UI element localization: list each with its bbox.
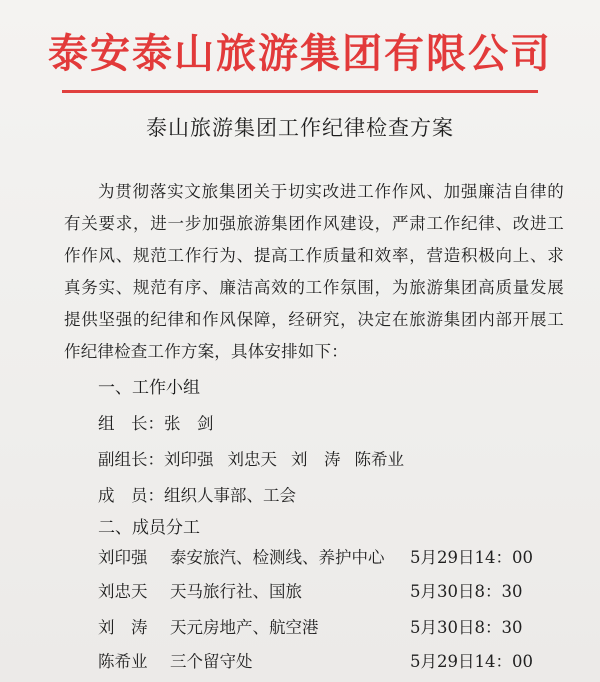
organization-name-header: 泰安泰山旅游集团有限公司 xyxy=(48,30,552,77)
assignment-name: 刘印强 xyxy=(98,548,148,567)
deputy-leader-name: 刘印强 xyxy=(164,450,214,469)
assignment-duty: 泰安旅汽、检测线、养护中心 xyxy=(170,548,385,567)
assignment-row xyxy=(98,544,558,572)
assignment-time: 5月29日14：00 xyxy=(410,652,533,671)
section-heading-member-duties: 二、成员分工 xyxy=(98,518,200,538)
assignment-duty: 三个留守处 xyxy=(170,652,253,671)
deputy-leaders-line xyxy=(98,446,404,474)
assignment-duty: 天元房地产、航空港 xyxy=(170,618,319,637)
group-leader-name: 张 剑 xyxy=(164,414,214,433)
assignment-row xyxy=(98,578,558,606)
assignment-name: 陈希业 xyxy=(98,652,148,671)
assignment-duty: 天马旅行社、国旅 xyxy=(170,582,302,601)
assignment-time: 5月29日14：00 xyxy=(410,548,533,567)
members-value: 组织人事部、工会 xyxy=(164,486,296,505)
document-title: 泰山旅游集团工作纪律检查方案 xyxy=(146,116,454,140)
deputy-leaders-label: 副组长： xyxy=(98,450,164,469)
red-divider-line xyxy=(62,90,538,93)
assignment-name: 刘忠天 xyxy=(98,582,148,601)
assignment-time: 5月30日8：30 xyxy=(410,582,523,601)
assignment-row xyxy=(98,648,558,676)
deputy-leader-name: 刘忠天 xyxy=(227,450,277,469)
deputy-leader-name: 刘 涛 xyxy=(291,450,341,469)
section-heading-work-group: 一、工作小组 xyxy=(98,378,200,398)
group-leader-line xyxy=(98,410,214,438)
assignment-name: 刘 涛 xyxy=(98,618,148,637)
assignment-row xyxy=(98,614,558,642)
members-line xyxy=(98,482,296,510)
assignment-time: 5月30日8：30 xyxy=(410,618,523,637)
group-leader-label: 组 长： xyxy=(98,414,164,433)
members-label: 成 员： xyxy=(98,486,164,505)
intro-paragraph: 为贯彻落实文旅集团关于切实改进工作作风、加强廉洁自律的有关要求，进一步加强旅游集团作风建设，严肃工作纪律、改进工作作风、规范工作行为、提高工作质量和效率，营造积极向上、求真务实、规范有序、廉洁高效的工作氛围，为旅游集团高质量发展提供坚强的纪律和作风保障，经研究，决定在旅游集团内部开展工作纪律检查工作方案，具体安排如下： xyxy=(64,182,564,361)
deputy-leader-name: 陈希业 xyxy=(354,450,404,469)
